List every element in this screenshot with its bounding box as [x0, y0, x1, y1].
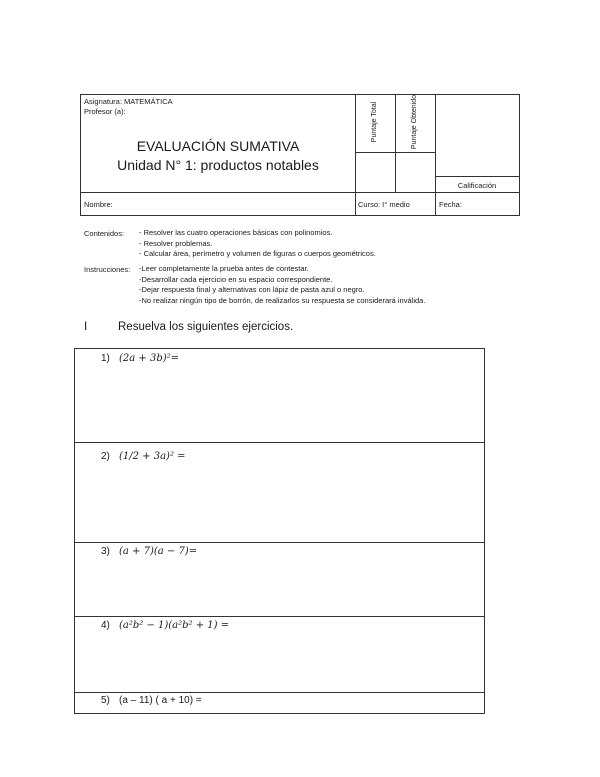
exercise-number: 4)	[101, 620, 110, 631]
calificacion-label: Calificación	[457, 181, 497, 190]
instrucciones-item: -Dejar respuesta final y alternativas con lápiz de pasta azul o negro.	[139, 285, 365, 294]
teacher-label: Profesor (a):	[84, 107, 126, 116]
curso-field: Curso: I° medio	[358, 200, 410, 209]
exercise-number: 2)	[101, 451, 110, 462]
puntaje-obtenido-label: Puntaje Obtenido	[411, 94, 418, 150]
instrucciones-item: -Leer completamente la prueba antes de contestar.	[139, 264, 309, 273]
instrucciones-label: Instrucciones:	[84, 265, 131, 274]
page-title: EVALUACIÓN SUMATIVA	[136, 138, 300, 154]
instrucciones-item: -Desarrollar cada ejercicio en su espacio correspondiente.	[139, 274, 333, 284]
contenidos-label: Contenidos:	[84, 229, 125, 238]
contenidos-item: - Resolver problemas.	[139, 238, 213, 248]
puntaje-total-label: Puntaje Total	[371, 101, 378, 143]
exercise-expression: (2a + 3b)²=	[119, 353, 180, 364]
exercise-5[interactable]	[74, 692, 485, 714]
exercise-2[interactable]	[74, 442, 485, 543]
exercise-expression: (a²b² − 1)(a²b² + 1) =	[119, 620, 230, 631]
section-number: I	[84, 321, 88, 333]
exercise-expression: (a + 7)(a − 7)=	[119, 546, 198, 557]
nombre-field[interactable]: Nombre:	[84, 200, 113, 209]
exercise-number: 5)	[101, 695, 110, 706]
fecha-field[interactable]: Fecha:	[439, 200, 462, 209]
exercise-expression: (a – 11) ( a + 10) =	[119, 695, 202, 706]
exercise-4[interactable]	[74, 616, 485, 693]
exercise-3[interactable]	[74, 542, 485, 617]
instrucciones-item: -No realizar ningún tipo de borrón, de realizarlos su respuesta se considerará inválida.	[139, 295, 426, 305]
exercise-number: 1)	[101, 353, 110, 364]
section-instruction: Resuelva los siguientes ejercicios.	[118, 321, 294, 333]
contenidos-item: - Resolver las cuatro operaciones básicas con polinomios.	[139, 228, 333, 237]
exercise-number: 3)	[101, 546, 110, 557]
page-subtitle: Unidad N° 1: productos notables	[117, 157, 319, 173]
subject-label: Asignatura: MATEMÁTICA	[84, 97, 173, 106]
exercise-1[interactable]	[74, 348, 485, 443]
exercise-expression: (1/2 + 3a)² =	[119, 451, 186, 462]
contenidos-item: - Calcular área, perímetro y volumen de figuras o cuerpos geométricos.	[139, 249, 376, 258]
